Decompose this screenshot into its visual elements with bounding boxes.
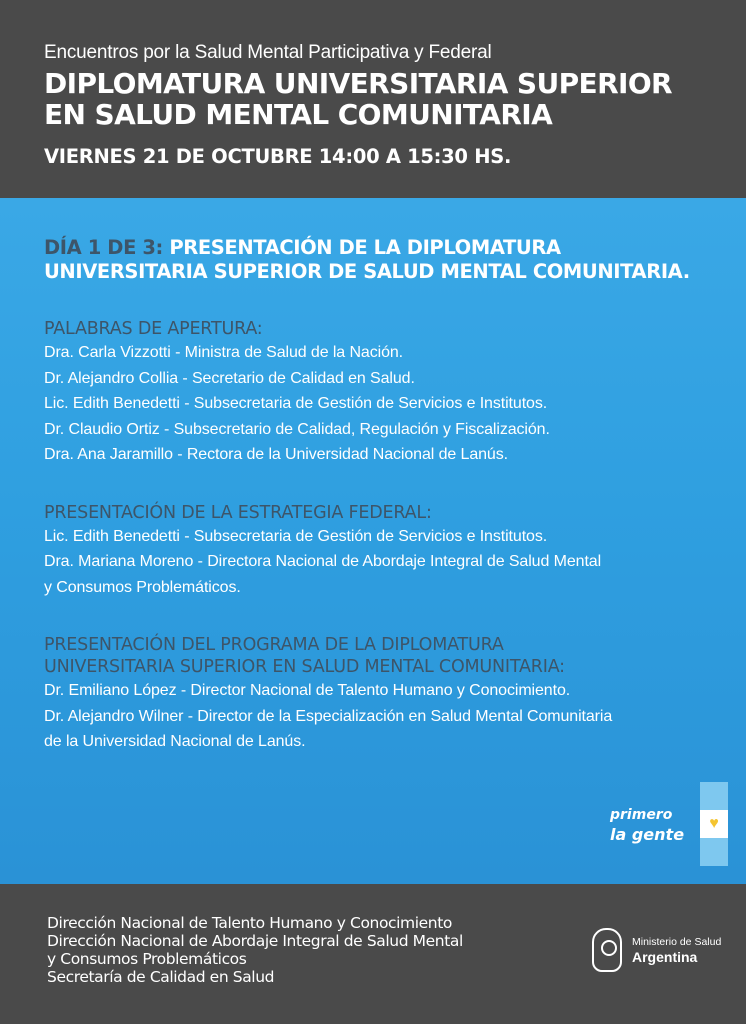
title-line: EN SALUD MENTAL COMUNITARIA [44,98,553,131]
heart-icon: ♥ [709,815,719,832]
logo-text [610,806,700,844]
speaker-item: Dr. Claudio Ortiz - Subsecretario de Calidad, Regulación y Fiscalización. [44,420,550,438]
ministry-logo [592,928,721,972]
section-title [44,634,716,678]
logo-line: primero [610,807,673,823]
header [0,0,746,198]
page-title [44,68,746,130]
speaker-item: de la Universidad Nacional de Lanús. [44,733,306,750]
footer [0,884,746,1024]
section-federal-strategy [44,502,716,601]
section-title: PALABRAS DE APERTURA: [44,319,263,339]
section-title-line: PRESENTACIÓN DEL PROGRAMA DE LA DIPLOMATURA [44,635,504,655]
speaker-item: Dra. Mariana Moreno - Directora Nacional de Abordaje Integral de Salud Mental [44,553,602,570]
credit-line: Secretaría de Calidad en Salud [47,968,275,986]
flag-icon [700,782,728,866]
credit-line: Dirección Nacional de Abordaje Integral de Salud Mental [47,932,463,950]
credit-line: Dirección Nacional de Talento Humano y Conocimiento [47,914,452,932]
logo-line: la gente [610,825,685,844]
event-series-label: Encuentros por la Salud Mental Participativa y Federal [44,42,492,63]
country-name: Argentina [632,948,698,965]
speaker-list [44,678,716,755]
title-line: DIPLOMATURA UNIVERSITARIA SUPERIOR [44,67,673,100]
section-title: PRESENTACIÓN DE LA ESTRATEGIA FEDERAL: [44,502,432,523]
footer-credits [47,914,463,986]
speaker-list [44,340,716,468]
day-number: DÍA 1 DE 3: [44,236,163,259]
speaker-item: y Consumos Problemáticos. [44,578,241,596]
speaker-item: Lic. Edith Benedetti - Subsecretaria de Gestión de Servicios e Institutos. [44,527,548,545]
day-heading [44,236,716,284]
ministry-text [632,936,721,965]
speaker-item: Dr. Alejandro Wilner - Director de la Especialización en Salud Mental Comunitaria [44,707,613,725]
speaker-item: Dra. Carla Vizzotti - Ministra de Salud de la Nación. [44,344,404,361]
program-panel [0,198,746,884]
ministry-name: Ministerio de Salud [632,935,722,948]
section-title-line: UNIVERSITARIA SUPERIOR EN SALUD MENTAL COMUNITARIA: [44,657,565,677]
section-opening [44,318,716,468]
speaker-item: Dra. Ana Jaramillo - Rectora de la Universidad Nacional de Lanús. [44,446,508,463]
day-title-line: PRESENTACIÓN DE LA DIPLOMATURA [169,236,561,259]
speaker-item: Lic. Edith Benedetti - Subsecretaria de Gestión de Servicios e Institutos. [44,395,548,412]
speaker-item: Dr. Alejandro Collia - Secretario de Calidad en Salud. [44,369,415,387]
speaker-list [44,524,716,601]
speaker-item: Dr. Emiliano López - Director Nacional de Talento Humano y Conocimiento. [44,682,571,699]
section-program [44,634,716,755]
national-seal-icon [592,928,622,972]
day-title-line: UNIVERSITARIA SUPERIOR DE SALUD MENTAL COMUNITARIA. [44,260,690,283]
event-date: VIERNES 21 DE OCTUBRE 14:00 A 15:30 HS. [44,145,512,168]
credit-line: y Consumos Problemáticos [47,950,247,968]
